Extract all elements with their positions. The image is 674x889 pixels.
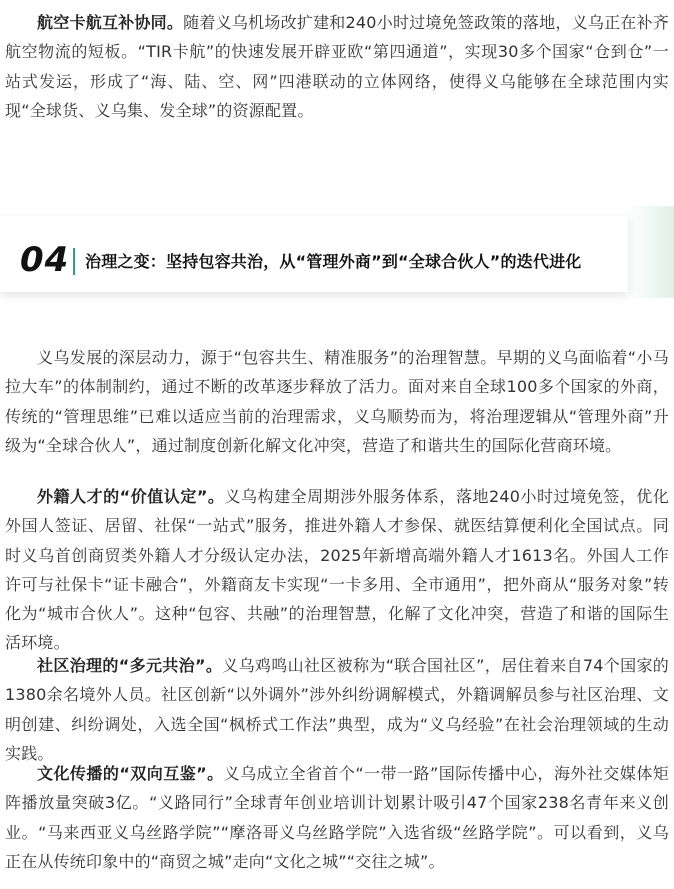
paragraph-text: 义乌鸡鸣山社区被称为“联合国社区”，居住着来自74个国家的1380余名境外人员。社区创新“以外调外”涉外纠纷调解模式，外籍调解员参与社区治理、文明创建、纠纷调处，入选全国“枫桥式工作法”典型，成为“义乌经验”在社会治理领域的生动实践。 (5, 656, 669, 763)
section-header (0, 206, 674, 298)
paragraph-foreign-talent (5, 482, 669, 658)
paragraph-text: 义乌构建全周期涉外服务体系，落地240小时过境免签，优化外国人签证、居留、社保“一站式”服务，推进外籍人才参保、就医结算便利化全国试点。同时义乌首创商贸类外籍人才分级认定办法，2025年新增高端外籍人才1613名。外国人工作许可与社保卡“证卡融合”，外籍商友卡实现“一卡多用、全市通用”，把外商从“服务对象”转化为“城市合伙人”。这种“包容、共融”的治理智慧，化解了文化冲突，营造了和谐的国际生活环境。 (5, 487, 670, 653)
paragraph-text: 义乌成立全省首个“一带一路”国际传播中心，海外社交媒体矩阵播放量突破3亿。“义路同行”全球青年创业培训计划累计吸引47个国家238名青年来义创业。“马来西亚义乌丝路学院”“摩洛哥义乌丝路学院”入选省级“丝路学院”。可以看到，义乌正在从传统印象中的“商贸之城”走向“文化之城”“交往之城”。 (5, 764, 669, 871)
paragraph-community-governance (5, 651, 669, 768)
section-title: 治理之变：坚持包容共治，从“管理外商”到“全球合伙人”的迭代进化 (85, 252, 582, 271)
paragraph-air-logistics (5, 8, 669, 125)
paragraph-lead: 文化传播的“双向互鉴”。 (37, 764, 224, 783)
paragraph-governance-intro (5, 343, 669, 460)
section-number: 04 (20, 240, 70, 280)
section-header-card (0, 216, 628, 292)
paragraph-lead: 外籍人才的“价值认定”。 (37, 487, 225, 506)
paragraph-cultural-exchange (5, 759, 669, 876)
header-accent-decoration (628, 206, 674, 298)
paragraph-text: 义乌发展的深层动力，源于“包容共生、精准服务”的治理智慧。早期的义乌面临着“小马拉大车”的体制制约，通过不断的改革逐步释放了活力。面对来自全球100多个国家的外商，传统的“管理思维”已难以适应当前的治理需求，义乌顺势而为，将治理逻辑从“管理外商”升级为“全球合伙人”，通过制度创新化解文化冲突，营造了和谐共生的国际化营商环境。 (5, 348, 669, 455)
section-divider (73, 248, 75, 275)
paragraph-text: 随着义乌机场改扩建和240小时过境免签政策的落地，义乌正在补齐航空物流的短板。“TIR卡航”的快速发展开辟亚欧“第四通道”，实现30多个国家“仓到仓”一站式发运，形成了“海、陆、空、网”四港联动的立体网络，使得义乌能够在全球范围内实现“全球货、义乌集、发全球”的资源配置。 (5, 13, 669, 120)
paragraph-lead: 社区治理的“多元共治”。 (37, 656, 223, 675)
paragraph-lead: 航空卡航互补协同。 (37, 13, 184, 32)
